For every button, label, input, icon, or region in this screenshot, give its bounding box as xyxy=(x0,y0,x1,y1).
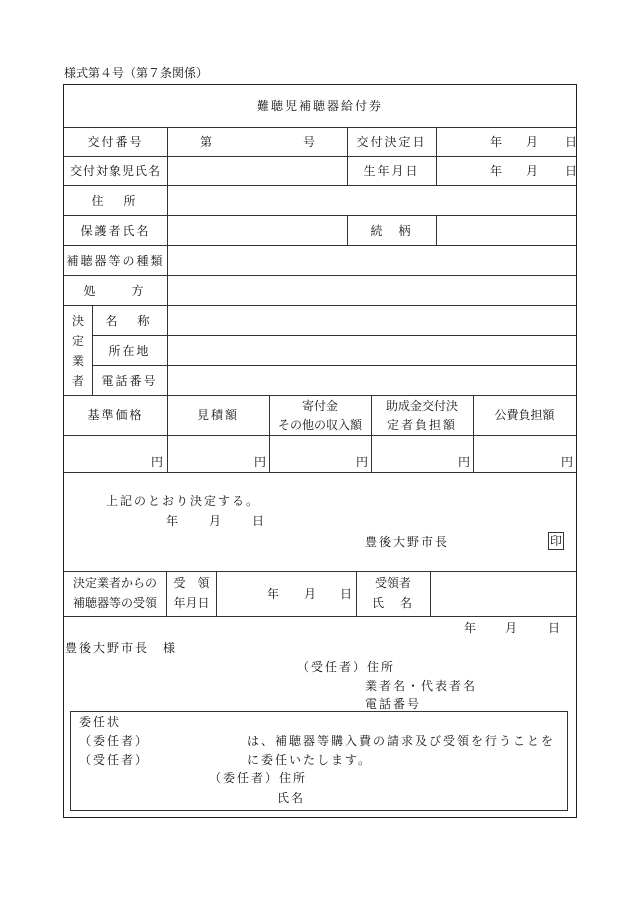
proxy-month: 月 xyxy=(505,621,518,635)
trustee-paren: （受任者） xyxy=(79,753,150,767)
receipt-label-2: 補聴器等の受領 xyxy=(72,596,157,610)
receipt-date-label-1: 受 領 xyxy=(173,576,210,590)
vendor-location-label: 所在地 xyxy=(108,344,151,358)
receipt-date-label-2: 年月日 xyxy=(173,596,210,610)
decision-year: 年 xyxy=(166,514,179,528)
trustee-address: （受任者）住所 xyxy=(297,660,396,674)
device-type-label: 補聴器等の種類 xyxy=(66,254,165,268)
proxy-year: 年 xyxy=(464,621,477,635)
decision-text: 上記のとおり決定する。 xyxy=(106,494,261,508)
birth-month: 月 xyxy=(526,164,539,178)
delegator-address: （委任者）住所 xyxy=(209,771,308,785)
subsidy-label-2: 定者負担額 xyxy=(386,418,457,432)
base-price-yen: 円 xyxy=(151,455,164,469)
donation-yen: 円 xyxy=(356,455,369,469)
address-label: 住 所 xyxy=(91,194,140,208)
seal-box: 印 xyxy=(550,534,563,548)
trustee-phone: 電話番号 xyxy=(365,697,422,711)
delivery-number-label: 交付番号 xyxy=(87,135,144,149)
decision-month: 月 xyxy=(526,135,539,149)
form-caption: 様式第４号（第７条関係） xyxy=(64,66,209,80)
proxy-day: 日 xyxy=(548,621,561,635)
decision-year: 年 xyxy=(490,135,503,149)
donation-label-2: その他の収入額 xyxy=(277,418,362,432)
form-title: 難聴児補聴器給付券 xyxy=(256,99,383,113)
voucher-form xyxy=(63,84,577,818)
public-expense-label: 公費負担額 xyxy=(494,408,555,422)
donation-label-1: 寄付金 xyxy=(301,399,338,413)
estimate-label: 見積額 xyxy=(196,408,239,422)
delegation-line-1: は、補聴器等購入費の請求及び受領を行うことを xyxy=(247,734,556,748)
delegation-line-2: に委任いたします。 xyxy=(247,753,373,767)
estimate-yen: 円 xyxy=(254,455,267,469)
receipt-month: 月 xyxy=(304,587,317,601)
subsidy-label-1: 助成金交付決 xyxy=(385,399,458,413)
receiver-label-2: 氏 名 xyxy=(371,596,414,610)
trustee-company: 業者名・代表者名 xyxy=(365,679,478,693)
relation-label: 続 柄 xyxy=(370,224,413,238)
number-suffix: 号 xyxy=(303,135,316,149)
delegator-name: 氏名 xyxy=(277,791,306,805)
decision-day: 日 xyxy=(252,514,265,528)
birth-day: 日 xyxy=(565,164,578,178)
vendor-name-label: 名 称 xyxy=(105,314,154,328)
receipt-day: 日 xyxy=(340,587,353,601)
decision-day: 日 xyxy=(565,135,578,149)
decision-month: 月 xyxy=(209,514,222,528)
subsidy-yen: 円 xyxy=(458,455,471,469)
decision-mayor: 豊後大野市長 xyxy=(365,535,450,549)
letter-title: 委任状 xyxy=(79,715,122,729)
birth-date-label: 生年月日 xyxy=(363,164,420,178)
birth-year: 年 xyxy=(490,164,503,178)
base-price-label: 基準価格 xyxy=(87,408,144,422)
delegator-paren: （委任者） xyxy=(79,734,150,748)
public-expense-yen: 円 xyxy=(561,455,574,469)
decision-date-label: 交付決定日 xyxy=(356,135,427,149)
guardian-label: 保護者氏名 xyxy=(80,224,151,238)
target-name-label: 交付対象児氏名 xyxy=(69,164,161,178)
decided-vendor-label: 決 定 業 者 xyxy=(71,314,84,388)
addressee: 豊後大野市長 様 xyxy=(65,641,178,655)
vendor-phone-label: 電話番号 xyxy=(101,374,158,388)
receiver-label-1: 受領者 xyxy=(374,576,411,590)
receipt-year: 年 xyxy=(267,587,280,601)
prescription-label: 処 方 xyxy=(83,284,148,298)
receipt-label-1: 決定業者からの xyxy=(72,576,157,590)
number-prefix: 第 xyxy=(200,135,213,149)
